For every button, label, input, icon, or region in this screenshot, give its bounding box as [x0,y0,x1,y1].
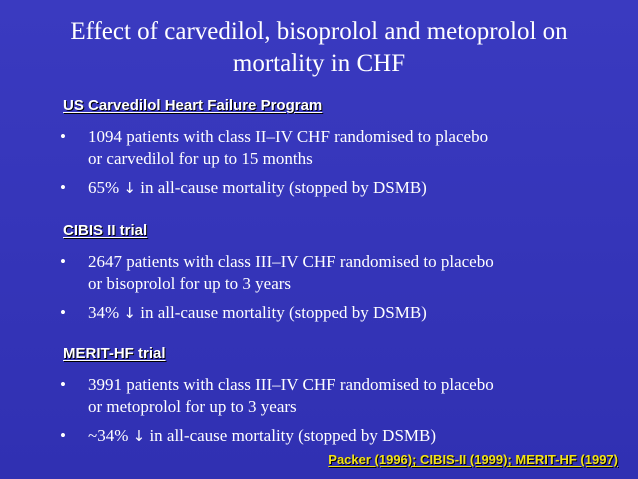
bullet-text-pre: ~34% [88,426,133,445]
down-arrow-icon: ↓ [123,304,136,322]
bullet-list-cibis-ii [58,251,628,331]
title-line-1: Effect of carvedilol, bisoprolol and metoprolol on [70,18,568,45]
list-item [58,302,628,324]
bullet-text-line-2: or metoprolol for up to 3 years [88,397,297,416]
list-item [58,374,628,418]
bullet-dot: • [60,127,66,146]
list-item [58,425,628,447]
slide-title [20,16,618,80]
section-heading-us-carvedilol: US Carvedilol Heart Failure Program [63,97,323,114]
bullet-text-line-1: 2647 patients with class III–IV CHF randomised to placebo [88,252,494,271]
section-heading-cibis-ii: CIBIS II trial [63,222,148,239]
bullet-dot: • [60,178,66,197]
bullet-text-post: in all-cause mortality (stopped by DSMB) [136,303,427,322]
bullet-text-pre: 34% [88,303,124,322]
bullet-text-line-2: or bisoprolol for up to 3 years [88,274,292,293]
bullet-text-line-1: 1094 patients with class II–IV CHF randomised to placebo [88,127,489,146]
bullet-list-merit-hf [58,374,628,454]
bullet-dot: • [60,426,66,445]
bullet-dot: • [60,303,66,322]
bullet-text-pre: 65% [88,178,124,197]
citation: Packer (1996); CIBIS-II (1999); MERIT-HF (1997) [328,452,618,467]
bullet-text-post: in all-cause mortality (stopped by DSMB) [145,426,437,445]
bullet-list-us-carvedilol [58,126,628,206]
list-item [58,251,628,295]
section-heading-merit-hf: MERIT-HF trial [63,345,166,362]
list-item [58,177,628,199]
bullet-text-line-2: or carvedilol for up to 15 months [88,149,313,168]
down-arrow-icon: ↓ [123,179,136,197]
bullet-text-line-1: 3991 patients with class III–IV CHF randomised to placebo [88,375,494,394]
title-line-2: mortality in CHF [232,50,406,77]
bullet-dot: • [60,375,66,394]
list-item [58,126,628,170]
bullet-text-post: in all-cause mortality (stopped by DSMB) [136,178,427,197]
down-arrow-icon: ↓ [132,427,146,445]
bullet-dot: • [60,252,66,271]
